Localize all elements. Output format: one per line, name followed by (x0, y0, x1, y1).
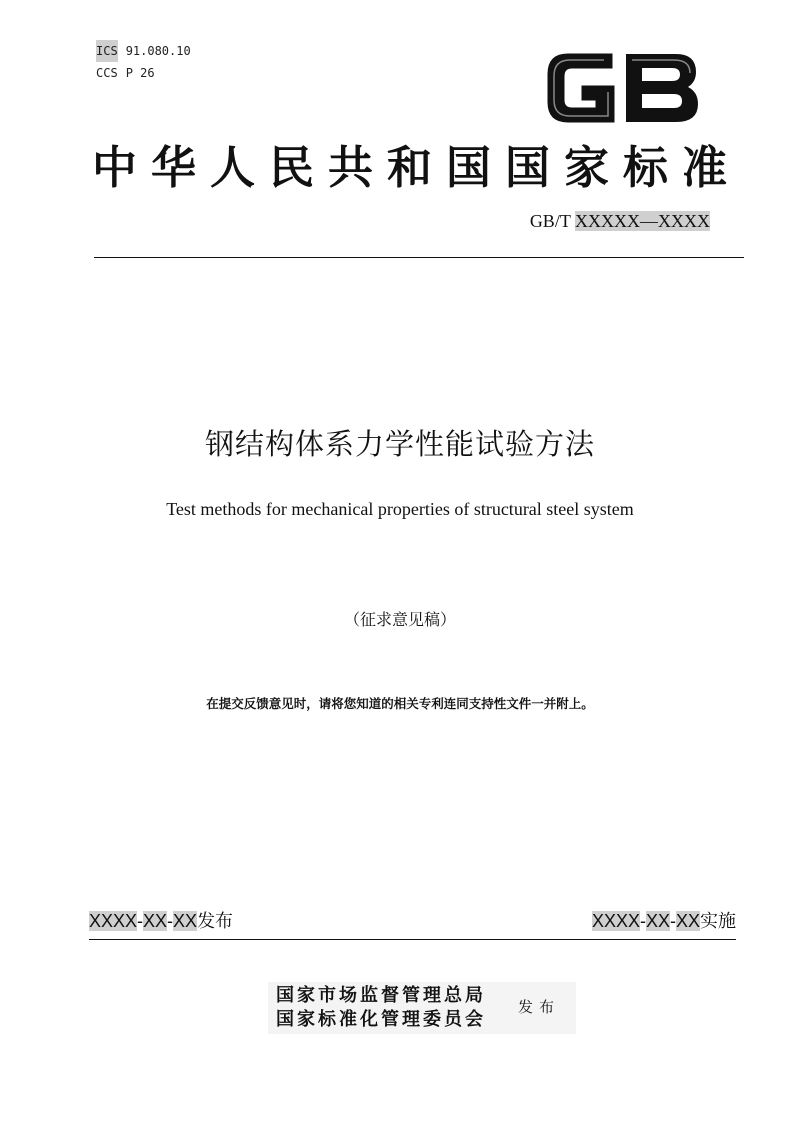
draft-label: （征求意见稿） (343, 610, 456, 629)
publish-year: XXXX (89, 911, 138, 931)
english-title: Test methods for mechanical properties of structural steel system (166, 499, 634, 519)
issuer-samr: 国家市场监督管理总局 (276, 985, 486, 1006)
standard-number-separator: — (640, 211, 658, 231)
publish-date: XXXX-XX-XX发布 (89, 911, 234, 932)
classification-codes (96, 40, 191, 84)
patent-notice: 在提交反馈意见时，请将您知道的相关专利连同支持性文件一并附上。 (206, 696, 594, 711)
implement-day: XX (675, 911, 700, 931)
ccs-label: CCS (96, 66, 118, 80)
implement-month: XX (645, 911, 670, 931)
implement-year: XXXX (591, 911, 640, 931)
ccs-row (96, 62, 191, 84)
gb-logo (542, 46, 702, 128)
standard-number (530, 209, 710, 233)
ics-value: 91.080.10 (125, 44, 191, 58)
issuer-lines (276, 984, 486, 1032)
publish-month: XX (143, 911, 168, 931)
national-standard-title: 中华人民共和国国家标准 (92, 141, 742, 194)
footer-divider (89, 939, 736, 940)
ccs-value: P 26 (125, 66, 155, 80)
implement-suffix: 实施 (700, 911, 736, 932)
standard-number-year: XXXX (658, 211, 710, 231)
standard-number-code: XXXXX (575, 211, 640, 231)
ics-label: ICS (96, 40, 118, 62)
publish-day: XX (173, 911, 198, 931)
standard-number-prefix: GB/T (529, 211, 575, 231)
header-divider (94, 257, 744, 258)
publish-suffix: 发布 (197, 911, 234, 932)
implement-date: XXXX-XX-XX实施 (591, 911, 736, 932)
issuer-sac: 国家标准化管理委员会 (276, 1009, 486, 1030)
issuing-authorities (268, 982, 576, 1034)
gb-logo-graphic (542, 46, 702, 128)
ics-row (96, 40, 191, 62)
issue-word: 发布 (518, 998, 561, 1016)
chinese-title: 钢结构体系力学性能试验方法 (204, 427, 595, 461)
